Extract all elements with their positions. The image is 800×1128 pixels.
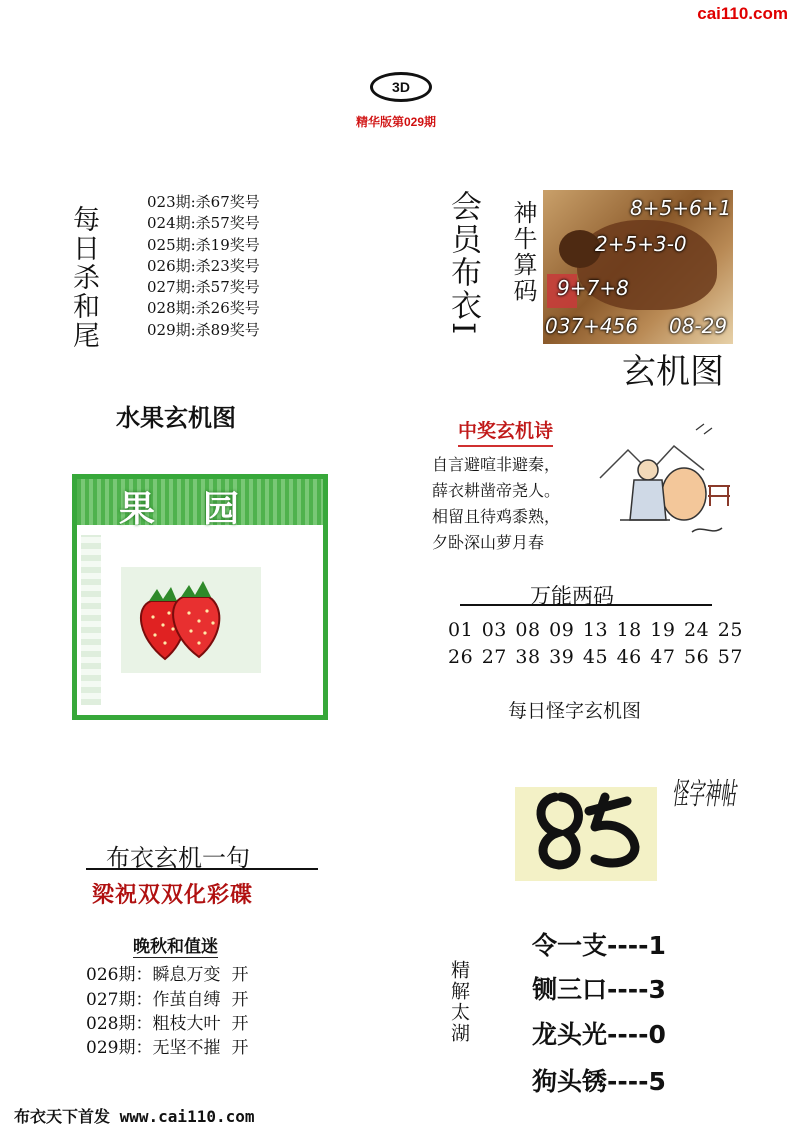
- list-item: 027期:杀57奖号: [147, 278, 260, 297]
- odd-char-calligraphy: [668, 752, 740, 888]
- list-item: 024期:杀57奖号: [147, 214, 260, 233]
- buyi-title: 布衣玄机一句: [106, 844, 250, 872]
- ox-calc-title: 神牛算码: [509, 200, 537, 304]
- poem-line: 相留且待鸡黍熟，: [432, 507, 561, 526]
- poem-line: 薛衣耕凿帝尧人。: [432, 481, 561, 500]
- list-item: 026期:杀23奖号: [147, 256, 260, 275]
- table-row: 026期：瞬息万变 开: [86, 965, 249, 985]
- autumn-title: 晚秋和值迷: [133, 932, 218, 958]
- orchard-inner: [121, 567, 261, 673]
- two-codes-title: 万能两码: [530, 584, 614, 608]
- formula-4: 037+456: [545, 314, 639, 338]
- formula-1: 8+5+6+1: [630, 196, 732, 220]
- orchard-header: [77, 479, 323, 530]
- riddle-item: 令一支----1: [532, 931, 666, 960]
- two-codes-row: 26 27 38 39 45 46 47 56 57: [448, 646, 743, 668]
- orchard-board: [72, 474, 328, 720]
- two-codes-row: 01 03 08 09 13 18 19 24 25: [448, 619, 743, 641]
- list-item: 025期:杀19奖号: [147, 235, 260, 254]
- calligraphy-image: [668, 752, 740, 888]
- footer-text: 布衣天下首发 www.cai110.com: [14, 1107, 255, 1126]
- riddle-item: 龙头光----0: [532, 1020, 666, 1049]
- table-row: 027期：作茧自缚 开: [86, 990, 249, 1010]
- xuanji-label: 玄机图: [622, 352, 724, 392]
- ox-painting: [543, 190, 733, 344]
- two-codes-divider: [460, 604, 712, 606]
- taihu-title: 精解太湖: [448, 960, 470, 1044]
- member-title: 会员布衣I: [445, 190, 481, 337]
- riddle-item: 铡三口----3: [532, 975, 666, 1004]
- 3d-logo: 3D: [370, 72, 432, 102]
- formula-2: 2+5+3-0: [595, 232, 687, 256]
- list-item: 029期:杀89奖号: [147, 320, 260, 339]
- odd-char-glyph: [515, 787, 657, 881]
- formula-date: 08-29: [669, 314, 728, 338]
- orchard-label: 果园: [119, 488, 288, 530]
- site-domain: cai110.com: [697, 4, 788, 23]
- poem-title: 中奖玄机诗: [458, 416, 553, 447]
- table-row: 029期：无坚不摧 开: [86, 1038, 249, 1058]
- issue-label: 精华版第029期: [356, 115, 437, 129]
- poem-line: 夕卧深山萝月春: [432, 533, 545, 552]
- buyi-subtitle: 梁祝双双化彩碟: [92, 882, 254, 908]
- fruit-title: 水果玄机图: [116, 404, 236, 432]
- formula-3: 9+7+8: [557, 276, 629, 300]
- poem-line: 自言避喧非避秦，: [432, 455, 561, 474]
- strawberry-icon: [121, 567, 261, 673]
- buyi-divider: [86, 868, 318, 870]
- hermit-scene-illustration: [600, 420, 740, 550]
- list-item: 023期:杀67奖号: [147, 193, 260, 211]
- orchard-pattern: [81, 535, 101, 705]
- list-item: 028期:杀26奖号: [147, 299, 260, 318]
- daily-kill-title: 每日杀和尾: [68, 205, 99, 350]
- odd-char-image: [515, 787, 657, 881]
- daily-kill-list: [147, 192, 260, 341]
- svg-text:怪字神帖: 怪字神帖: [672, 777, 739, 812]
- riddle-item: 狗头锈----5: [532, 1067, 666, 1096]
- odd-char-title: 每日怪字玄机图: [508, 700, 642, 722]
- table-row: 028期：粗枝大叶 开: [86, 1014, 249, 1034]
